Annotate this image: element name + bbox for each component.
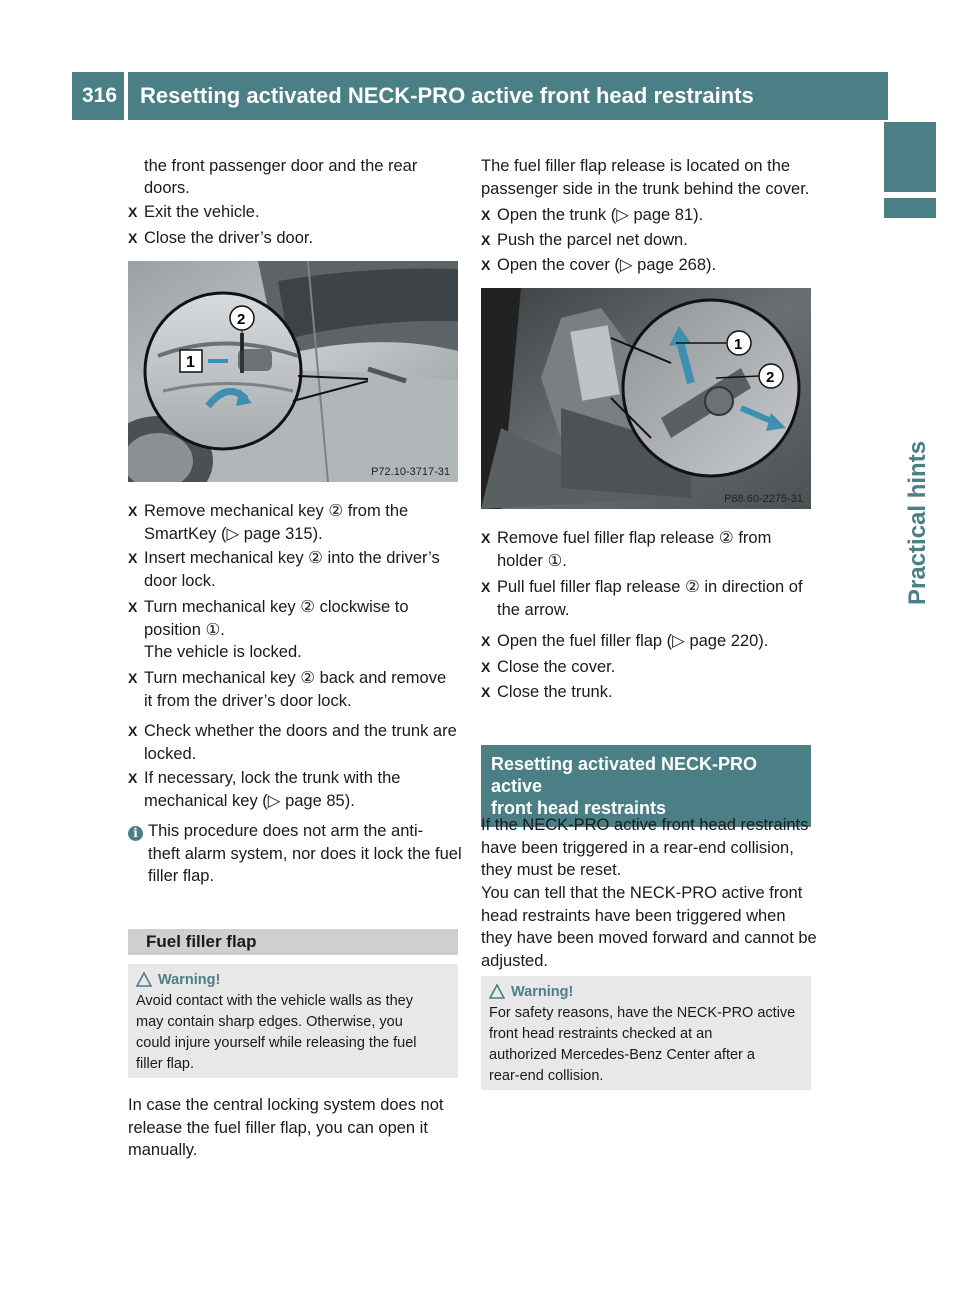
callout-1-figure2: 1	[734, 336, 743, 353]
step-remove-release: X Remove fuel filler flap release ② from holder ①.	[481, 529, 772, 570]
info-note: This procedure does not arm the anti- theft alarm system, nor does it lock the fuel filler flap.	[148, 822, 462, 885]
step-close-trunk: X Close the trunk.	[481, 681, 613, 704]
x-arrow-marker-icon: X	[128, 599, 138, 615]
step-lock-trunk: X If necessary, lock the trunk with the mechanical key (▷ page 85).	[128, 769, 401, 810]
section-title-fuel-filler-flap: Fuel filler flap	[128, 929, 458, 955]
side-tab-block	[884, 122, 936, 192]
warning-box-neck-pro: Warning! For safety reasons, have the NECK-PRO active front head restraints checked at an authorized Mercedes-Benz Center after a rear-end collision.	[481, 976, 811, 1090]
neck-pro-paragraph-1: If the NECK-PRO active front head restraints have been triggered in a rear-end collision, they must be reset.	[481, 816, 809, 879]
x-arrow-marker-icon: X	[128, 204, 138, 220]
x-arrow-marker-icon: X	[481, 633, 491, 649]
intro-line-2: doors.	[144, 179, 190, 197]
step-open-cover: X Open the cover (▷ page 268).	[481, 254, 716, 277]
x-arrow-marker-icon: X	[128, 503, 138, 519]
x-arrow-marker-icon: X	[128, 723, 138, 739]
right-intro: The fuel filler flap release is located on the passenger side in the trunk behind the cover.	[481, 157, 810, 198]
step-pull-release: X Pull fuel filler flap release ② in direction of the arrow.	[481, 578, 803, 619]
x-arrow-marker-icon: X	[481, 579, 491, 595]
page-number: 316	[72, 72, 124, 120]
step-exit-vehicle: X Exit the vehicle.	[128, 201, 260, 224]
figure-fuel-flap-release	[481, 288, 811, 509]
figure-door-lock	[128, 261, 458, 482]
step-turn-key-back: X Turn mechanical key ② back and remove it from the driver’s door lock.	[128, 669, 447, 710]
x-arrow-marker-icon: X	[128, 770, 138, 786]
x-arrow-marker-icon: X	[481, 257, 491, 273]
step-check-doors: X Check whether the doors and the trunk are locked.	[128, 722, 457, 763]
side-tab-marker	[884, 198, 936, 218]
figure-caption: P88.60-2275-31	[724, 493, 803, 505]
side-tab-label: Practical hints	[904, 440, 931, 605]
warning-box-fuel: Warning! Avoid contact with the vehicle walls as they may contain sharp edges. Otherwise, you could injure yourself while releasing the fuel filler flap.	[128, 964, 458, 1078]
callout-1-figure1: 1	[186, 354, 195, 371]
warning-triangle-icon	[136, 972, 152, 987]
callout-2-figure1: 2	[237, 311, 246, 328]
page-title: Resetting activated NECK-PRO active front head restraints	[128, 72, 888, 120]
x-arrow-marker-icon: X	[128, 230, 138, 246]
step-remove-key: X Remove mechanical key ② from the SmartKey (▷ page 315).	[128, 502, 409, 543]
info-icon: i	[128, 824, 143, 842]
x-arrow-marker-icon: X	[128, 550, 138, 566]
door-lock-illustration	[128, 261, 458, 482]
step-close-cover: X Close the cover.	[481, 656, 615, 679]
step-close-driver-door: X Close the driver’s door.	[128, 227, 313, 250]
trunk-illustration	[481, 288, 811, 509]
section-title-neck-pro: Resetting activated NECK-PRO active front head restraints	[481, 745, 811, 827]
callout-2-figure2: 2	[766, 369, 775, 386]
x-arrow-marker-icon: X	[481, 659, 491, 675]
intro-line-1: the front passenger door and the rear	[144, 157, 418, 175]
x-arrow-marker-icon: X	[128, 670, 138, 686]
step-open-fuel-flap: X Open the fuel filler flap (▷ page 220).	[481, 630, 768, 653]
neck-pro-paragraph-2: You can tell that the NECK-PRO active front head restraints have been triggered when they have been moved forward and cannot be adjusted.	[481, 884, 817, 970]
x-arrow-marker-icon: X	[481, 684, 491, 700]
step-insert-key: X Insert mechanical key ② into the driver’s door lock.	[128, 549, 440, 590]
step-push-parcel-net: X Push the parcel net down.	[481, 229, 688, 252]
figure-caption: P72.10-3717-31	[371, 466, 450, 478]
step-open-trunk: X Open the trunk (▷ page 81).	[481, 204, 703, 227]
outro-paragraph: In case the central locking system does not release the fuel filler flap, you can open it manually.	[128, 1096, 444, 1159]
x-arrow-marker-icon: X	[481, 207, 491, 223]
warning-triangle-icon	[489, 984, 505, 999]
x-arrow-marker-icon: X	[481, 232, 491, 248]
x-arrow-marker-icon: X	[481, 530, 491, 546]
step-turn-key-clockwise: X Turn mechanical key ② clockwise to position ①. The vehicle is locked.	[128, 598, 409, 661]
